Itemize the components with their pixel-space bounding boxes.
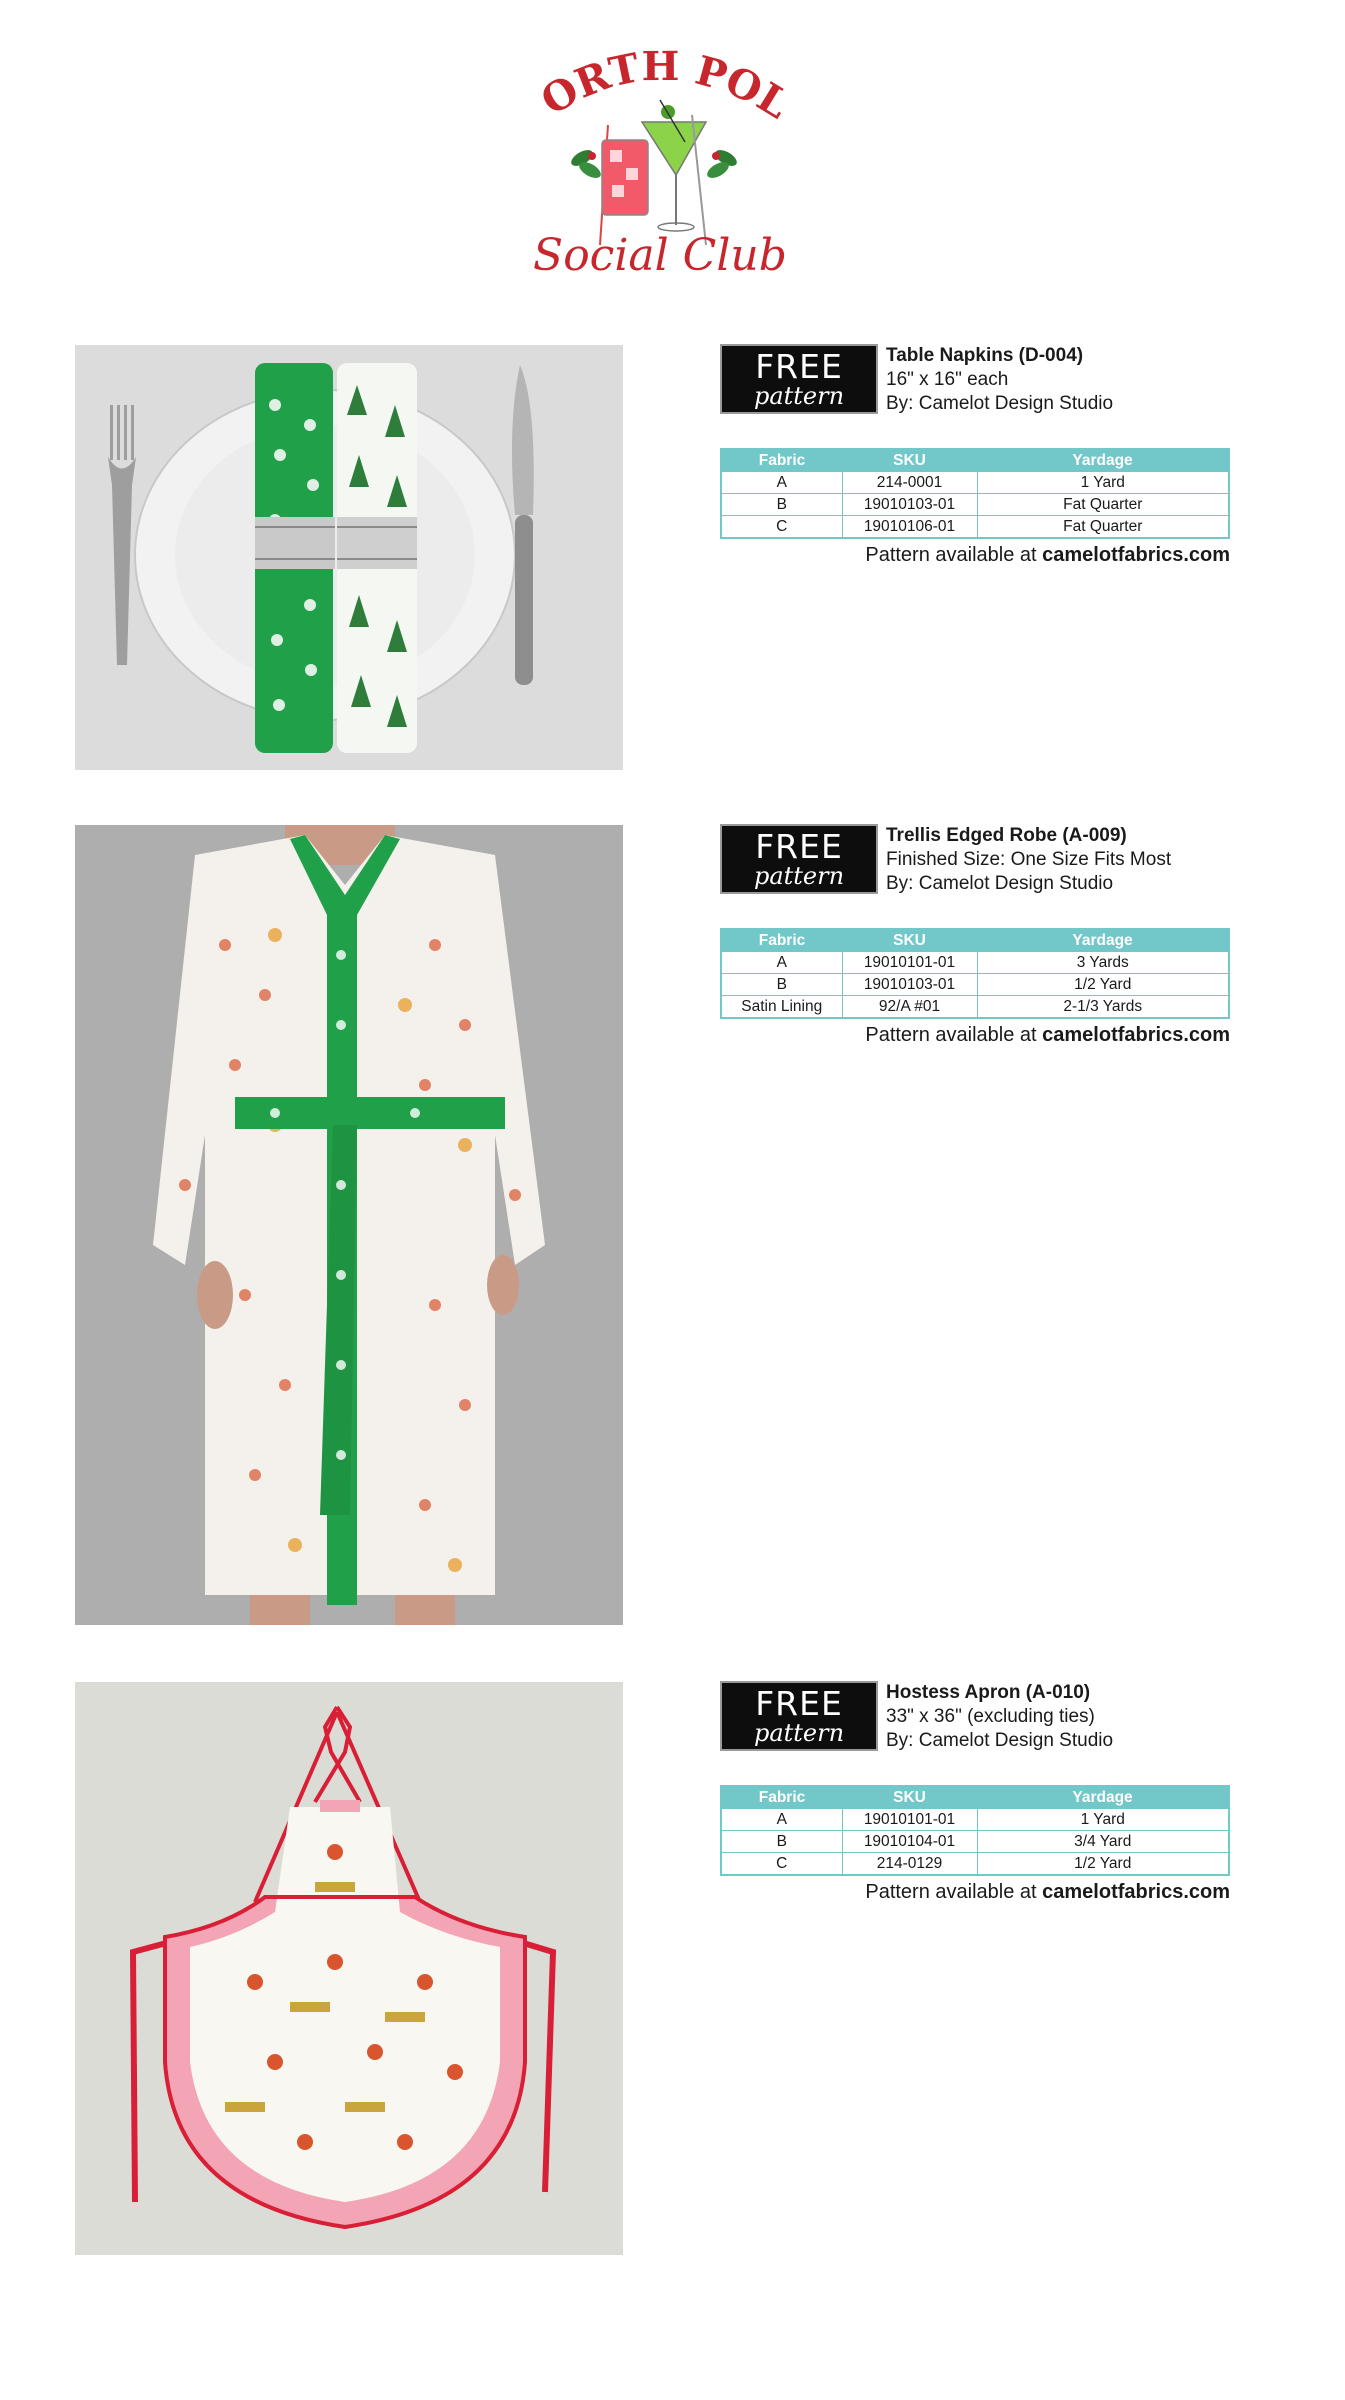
table-header-row (721, 1786, 1229, 1809)
cell-sku: 19010104-01 (842, 1831, 977, 1853)
product-title: Trellis Edged Robe (A-009) (886, 825, 1127, 846)
col-yardage: Yardage (977, 1786, 1229, 1809)
holly-icon (569, 147, 740, 181)
pattern-availability (720, 1881, 1230, 1904)
table-row (721, 1809, 1229, 1831)
cell-sku: 214-0001 (842, 472, 977, 494)
product-designer: By: Camelot Design Studio (886, 873, 1114, 894)
logo-subtitle: Social Club (533, 230, 787, 281)
product-designer: By: Camelot Design Studio (886, 1730, 1114, 1751)
badge-free-text: FREE (755, 346, 843, 386)
badge-pattern-text: pattern (753, 381, 845, 410)
col-yardage: Yardage (977, 449, 1229, 472)
north-pole-social-club-logo (520, 30, 800, 290)
col-fabric: Fabric (721, 449, 842, 472)
table-row (721, 1853, 1229, 1876)
avail-prefix: Pattern available at (865, 1881, 1043, 1903)
logo-graphic (520, 30, 800, 290)
table-header-row (721, 929, 1229, 952)
knife-icon (512, 365, 534, 685)
cell-yardage: Fat Quarter (977, 494, 1229, 516)
free-pattern-badge (720, 344, 878, 414)
col-sku: SKU (842, 929, 977, 952)
cell-yardage: Fat Quarter (977, 516, 1229, 539)
cell-sku: 19010101-01 (842, 1809, 977, 1831)
product-title: Hostess Apron (A-010) (886, 1682, 1091, 1703)
free-pattern-badge (720, 1681, 878, 1751)
table-row (721, 996, 1229, 1019)
cell-fabric: A (721, 1809, 842, 1831)
col-yardage: Yardage (977, 929, 1229, 952)
website-link[interactable]: camelotfabrics.com (1042, 544, 1230, 566)
product-size: 33" x 36" (excluding ties) (886, 1706, 1095, 1727)
fabric-table (720, 1785, 1230, 1876)
badge-pattern-text: pattern (753, 861, 845, 890)
cell-sku: 92/A #01 (842, 996, 977, 1019)
cell-fabric: C (721, 516, 842, 539)
cell-sku: 19010103-01 (842, 974, 977, 996)
pattern-availability (720, 544, 1230, 567)
avail-prefix: Pattern available at (865, 1024, 1043, 1046)
cell-fabric: B (721, 974, 842, 996)
col-sku: SKU (842, 449, 977, 472)
table-row (721, 952, 1229, 974)
cell-sku: 19010101-01 (842, 952, 977, 974)
cell-fabric: A (721, 472, 842, 494)
table-row (721, 494, 1229, 516)
cell-sku: 19010103-01 (842, 494, 977, 516)
cell-yardage: 2-1/3 Yards (977, 996, 1229, 1019)
badge-pattern-text: pattern (753, 1718, 845, 1747)
product-info-napkins (720, 344, 1230, 567)
robe-photo (75, 825, 623, 1625)
col-fabric: Fabric (721, 1786, 842, 1809)
product-size: Finished Size: One Size Fits Most (886, 849, 1172, 870)
col-sku: SKU (842, 1786, 977, 1809)
martini-glass-icon (642, 100, 706, 245)
cell-fabric: Satin Lining (721, 996, 842, 1019)
table-header-row (721, 449, 1229, 472)
product-info-robe (720, 824, 1230, 1047)
col-fabric: Fabric (721, 929, 842, 952)
pattern-availability (720, 1024, 1230, 1047)
badge-free-text: FREE (755, 826, 843, 866)
cell-sku: 214-0129 (842, 1853, 977, 1876)
cell-fabric: B (721, 1831, 842, 1853)
table-row (721, 974, 1229, 996)
cell-yardage: 1 Yard (977, 1809, 1229, 1831)
product-title: Table Napkins (D-004) (886, 345, 1084, 366)
cell-yardage: 1/2 Yard (977, 1853, 1229, 1876)
product-size: 16" x 16" each (886, 369, 1009, 390)
fabric-table (720, 448, 1230, 539)
cell-fabric: B (721, 494, 842, 516)
product-info-apron (720, 1681, 1230, 1904)
avail-prefix: Pattern available at (865, 544, 1043, 566)
cell-yardage: 1/2 Yard (977, 974, 1229, 996)
logo-title: ORTH POL (533, 42, 798, 129)
cell-sku: 19010106-01 (842, 516, 977, 539)
highball-glass-icon (600, 125, 648, 245)
cell-fabric: A (721, 952, 842, 974)
free-pattern-badge (720, 824, 878, 894)
product-designer: By: Camelot Design Studio (886, 393, 1114, 414)
cell-yardage: 3/4 Yard (977, 1831, 1229, 1853)
website-link[interactable]: camelotfabrics.com (1042, 1881, 1230, 1903)
table-row (721, 516, 1229, 539)
apron-photo (75, 1682, 623, 2255)
cell-yardage: 1 Yard (977, 472, 1229, 494)
table-row (721, 472, 1229, 494)
table-row (721, 1831, 1229, 1853)
cell-yardage: 3 Yards (977, 952, 1229, 974)
fabric-table (720, 928, 1230, 1019)
website-link[interactable]: camelotfabrics.com (1042, 1024, 1230, 1046)
cell-fabric: C (721, 1853, 842, 1876)
napkins-photo (75, 345, 623, 770)
badge-free-text: FREE (755, 1683, 843, 1723)
